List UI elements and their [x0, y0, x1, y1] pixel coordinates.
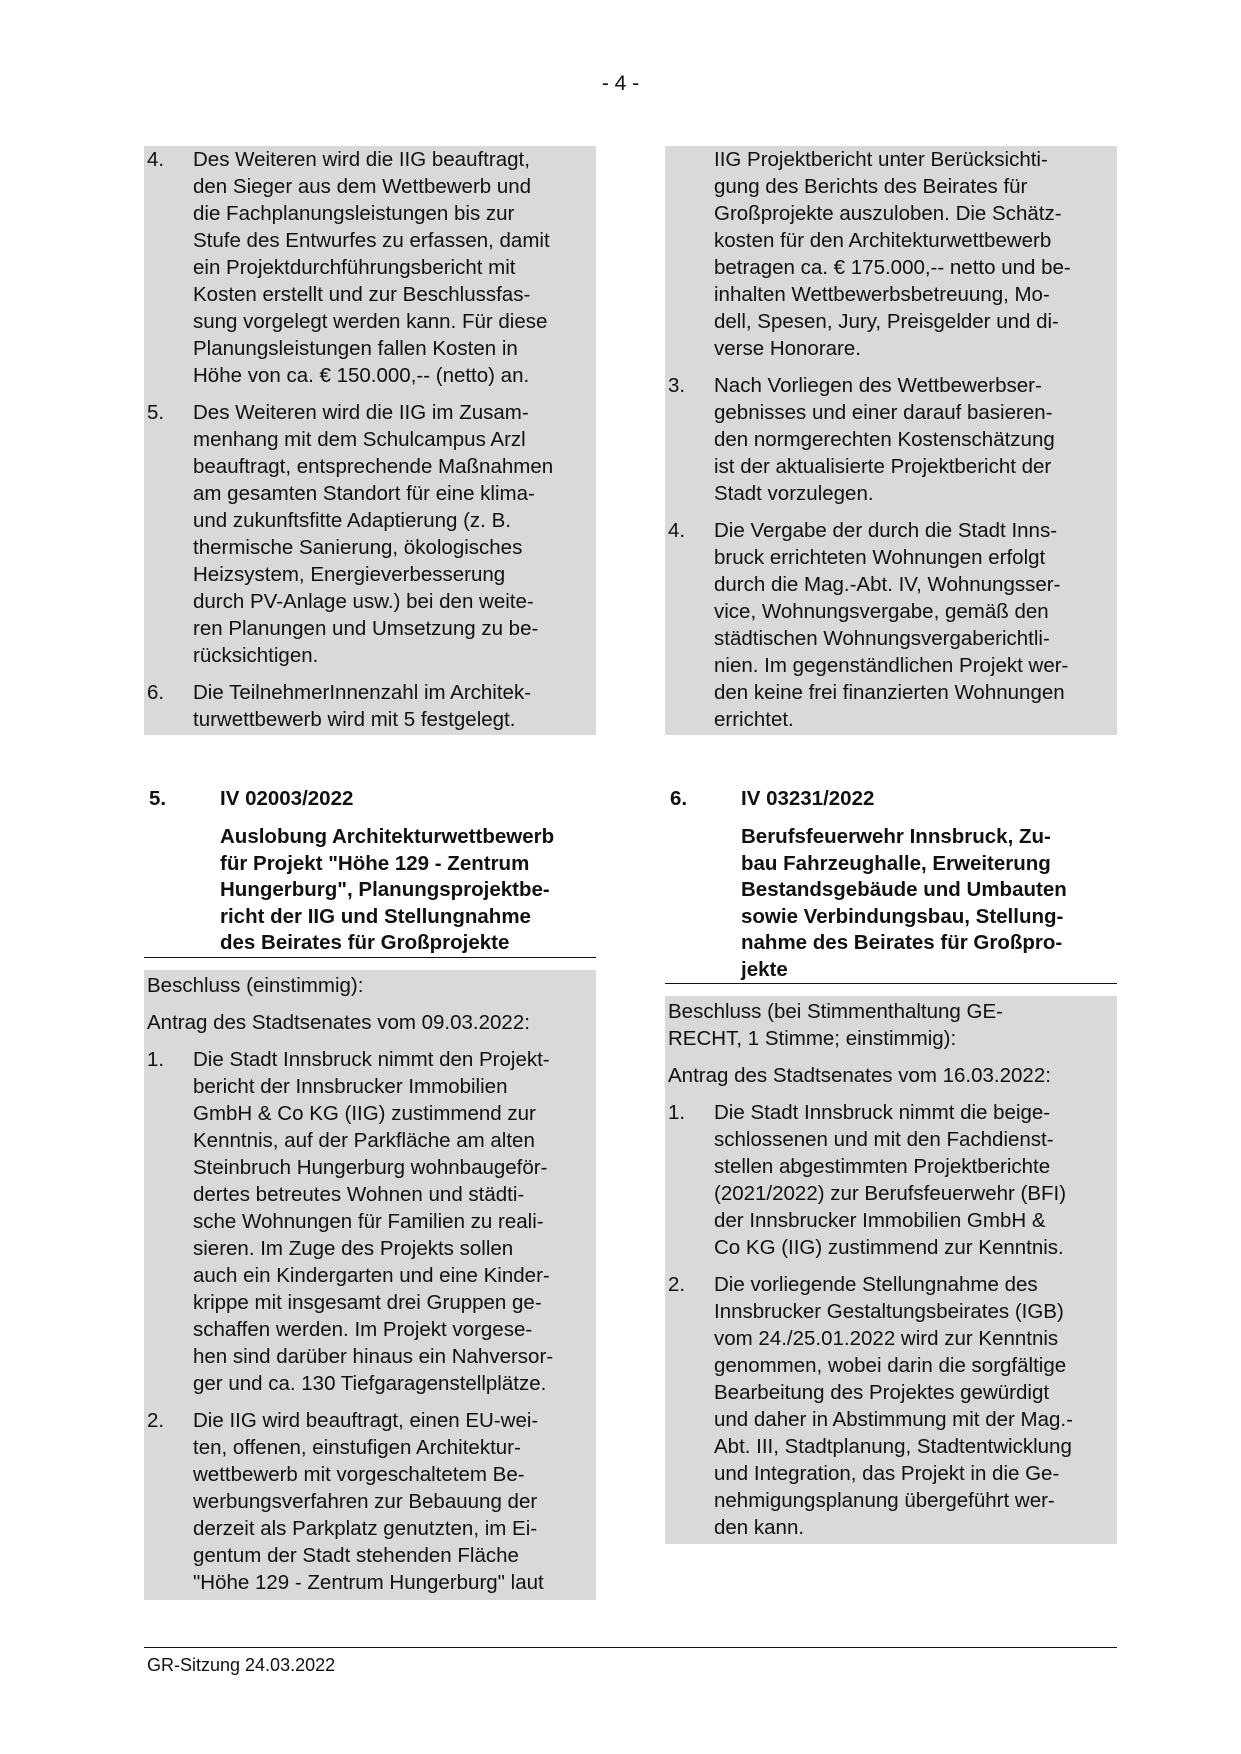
agenda-reference: IV 03231/2022 [741, 787, 875, 810]
text-line: ten, offenen, einstufigen Architektur- [193, 1436, 521, 1459]
text-line: Abt. III, Stadtplanung, Stadtentwicklung [714, 1435, 1072, 1458]
footer-text: GR-Sitzung 24.03.2022 [147, 1655, 336, 1675]
text-line: Die Vergabe der durch die Stadt Inns- [714, 519, 1058, 542]
text-line: jekte [741, 957, 788, 981]
text-line: Die vorliegende Stellungnahme des [714, 1273, 1038, 1296]
text-line: Berufsfeuerwehr Innsbruck, Zu- [741, 825, 1051, 848]
text-line: des Beirates für Großprojekte [220, 931, 510, 954]
item-number: 1. [147, 1048, 165, 1071]
text-line: Planungsleistungen fallen Kosten in [193, 337, 518, 360]
text-line: derzeit als Parkplatz genutzten, im Ei- [193, 1517, 538, 1540]
agenda-title-6 [741, 824, 1117, 983]
text-line: dertes betreutes Wohnen und städti- [193, 1183, 525, 1206]
text-line: Nach Vorliegen des Wettbewerbser- [714, 374, 1042, 397]
text-line: Höhe von ca. € 150.000,-- (netto) an. [193, 364, 530, 387]
text-line: gentum der Stadt stehenden Fläche [193, 1544, 519, 1567]
text-line: errichtet. [714, 708, 794, 731]
text-line: Die Stadt Innsbruck nimmt die beige- [714, 1101, 1051, 1124]
decision-text [144, 972, 596, 999]
decision-text [665, 998, 1117, 1052]
item-number: 6. [147, 681, 165, 704]
text-line: beauftragt, entsprechende Maßnahmen [193, 455, 554, 478]
text-line: schlossenen und mit den Fachdienst- [714, 1128, 1054, 1151]
motion-items [665, 1099, 1117, 1541]
item-number: 1. [668, 1101, 686, 1124]
list-item [144, 679, 596, 733]
text-line: gung des Berichts des Beirates für [714, 175, 1028, 198]
text-line: thermische Sanierung, ökologisches [193, 536, 523, 559]
text-line: ger und ca. 130 Tiefgaragenstellplätze. [193, 1372, 547, 1395]
text-line: IIG Projektbericht unter Berücksichti- [714, 148, 1048, 171]
item-number: 2. [668, 1273, 686, 1296]
text-line: den normgerechten Kostenschätzung [714, 428, 1055, 451]
text-line: stellen abgestimmten Projektberichte [714, 1155, 1051, 1178]
text-line: Co KG (IIG) zustimmend zur Kenntnis. [714, 1236, 1064, 1259]
text-line: den Sieger aus dem Wettbewerb und [193, 175, 532, 198]
item-text [193, 399, 596, 669]
title-rule [144, 957, 596, 958]
item-number: 4. [147, 148, 165, 171]
text-line: Kenntnis, auf der Parkfläche am alten [193, 1129, 535, 1152]
motion-text: Antrag des Stadtsenates vom 09.03.2022: [147, 1011, 530, 1034]
motion-items [144, 1046, 596, 1596]
agenda-number: 5. [149, 787, 167, 810]
text-line: auch ein Kindergarten und eine Kinder- [193, 1264, 550, 1287]
text-line: menhang mit dem Schulcampus Arzl [193, 428, 526, 451]
text-line: und Integration, das Projekt in die Ge- [714, 1462, 1060, 1485]
text-line: Die IIG wird beauftragt, einen EU-wei- [193, 1409, 539, 1432]
list-item [665, 146, 1117, 362]
text-line: werbungsverfahren zur Bebauung der [193, 1490, 538, 1513]
list-item [144, 399, 596, 669]
text-line: den keine frei finanzierten Wohnungen [714, 681, 1065, 704]
item-text [714, 1271, 1117, 1541]
item-number: 2. [147, 1409, 165, 1432]
text-line: bau Fahrzeughalle, Erweiterung [741, 851, 1051, 875]
text-line: krippe mit insgesamt drei Gruppen ge- [193, 1291, 542, 1314]
text-line: "Höhe 129 - Zentrum Hungerburg" laut [193, 1571, 544, 1594]
list-item [665, 372, 1117, 507]
text-line: Die TeilnehmerInnenzahl im Architek- [193, 681, 532, 704]
text-line: dell, Spesen, Jury, Preisgelder und di- [714, 310, 1059, 333]
text-line: durch die Mag.-Abt. IV, Wohnungsser- [714, 573, 1061, 596]
agenda-reference: IV 02003/2022 [220, 787, 354, 810]
item-text [714, 1099, 1117, 1261]
text-line: verse Honorare. [714, 337, 861, 360]
text-line: Des Weiteren wird die IIG im Zusam- [193, 401, 529, 424]
text-line: kosten für den Architekturwettbewerb [714, 229, 1052, 252]
text-line: GmbH & Co KG (IIG) zustimmend zur [193, 1102, 536, 1125]
text-line: Heizsystem, Energieverbesserung [193, 563, 506, 586]
text-line: Des Weiteren wird die IIG beauftragt, [193, 148, 530, 171]
text-line: Auslobung Architekturwettbewerb [220, 825, 555, 848]
text-line: schaffen werden. Im Projekt vorgese- [193, 1318, 533, 1341]
title-rule [665, 983, 1117, 984]
item-text [193, 679, 596, 733]
text-line: der Innsbrucker Immobilien GmbH & [714, 1209, 1046, 1232]
list-item [665, 517, 1117, 733]
text-line: RECHT, 1 Stimme; einstimmig): [668, 1027, 957, 1050]
text-line: für Projekt "Höhe 129 - Zentrum [220, 851, 530, 875]
item-text [714, 517, 1117, 733]
text-line: nahme des Beirates für Großpro- [741, 931, 1063, 954]
text-line: betragen ca. € 175.000,-- netto und be- [714, 256, 1071, 279]
text-line: bruck errichteten Wohnungen erfolgt [714, 546, 1046, 569]
text-line: Großprojekte auszuloben. Die Schätz- [714, 202, 1062, 225]
text-line: bericht der Innsbrucker Immobilien [193, 1075, 508, 1098]
text-line: vom 24./25.01.2022 wird zur Kenntnis [714, 1327, 1059, 1350]
item-number: 4. [668, 519, 686, 542]
text-line: Innsbrucker Gestaltungsbeirates (IGB) [714, 1300, 1064, 1323]
text-line: ist der aktualisierte Projektbericht der [714, 455, 1052, 478]
text-line: Stadt vorzulegen. [714, 482, 874, 505]
text-line: hen sind darüber hinaus ein Nahversor- [193, 1345, 554, 1368]
text-line: Beschluss (einstimmig): [147, 974, 364, 997]
text-line: Bearbeitung des Projektes gewürdigt [714, 1381, 1050, 1404]
text-line: durch PV-Anlage usw.) bei den weite- [193, 590, 534, 613]
text-line: wettbewerb mit vorgeschaltetem Be- [193, 1463, 525, 1486]
text-line: sche Wohnungen für Familien zu reali- [193, 1210, 544, 1233]
text-line: sung vorgelegt werden kann. Für diese [193, 310, 548, 333]
list-item [144, 146, 596, 389]
footer-rule [144, 1647, 1117, 1648]
text-line: nien. Im gegenständlichen Projekt wer- [714, 654, 1069, 677]
item-text [714, 146, 1117, 362]
text-line: die Fachplanungsleistungen bis zur [193, 202, 515, 225]
text-line: genommen, wobei darin die sorgfältige [714, 1354, 1067, 1377]
text-line: Kosten erstellt und zur Beschlussfas- [193, 283, 531, 306]
item-text [193, 146, 596, 389]
text-line: rücksichtigen. [193, 644, 319, 667]
agenda-number: 6. [670, 787, 688, 810]
text-line: und daher in Abstimmung mit der Mag.- [714, 1408, 1073, 1431]
list-item [144, 1046, 596, 1397]
text-line: gebnisses und einer darauf basieren- [714, 401, 1053, 424]
text-line: sieren. Im Zuge des Projekts sollen [193, 1237, 514, 1260]
text-line: (2021/2022) zur Berufsfeuerwehr (BFI) [714, 1182, 1067, 1205]
text-line: turwettbewerb wird mit 5 festgelegt. [193, 708, 516, 731]
motion-text: Antrag des Stadtsenates vom 16.03.2022: [668, 1064, 1051, 1087]
text-line: inhalten Wettbewerbsbetreuung, Mo- [714, 283, 1050, 306]
item-text [714, 372, 1117, 507]
text-line: am gesamten Standort für eine klima- [193, 482, 535, 505]
text-line: vice, Wohnungsvergabe, gemäß den [714, 600, 1049, 623]
text-line: Beschluss (bei Stimmenthaltung GE- [668, 1000, 1003, 1023]
text-line: Bestandsgebäude und Umbauten [741, 878, 1067, 901]
text-line: Steinbruch Hungerburg wohnbaugeför- [193, 1156, 548, 1179]
text-line: den kann. [714, 1516, 805, 1539]
agenda-body-6 [665, 996, 1117, 1544]
list-item [665, 1099, 1117, 1261]
text-line: Hungerburg", Planungsprojektbe- [220, 878, 550, 901]
text-line: ein Projektdurchführungsbericht mit [193, 256, 516, 279]
text-line: Stufe des Entwurfes zu erfassen, damit [193, 229, 550, 252]
text-line: städtischen Wohnungsvergaberichtli- [714, 627, 1050, 650]
item-text [193, 1407, 596, 1596]
text-line: richt der IIG und Stellungnahme [220, 904, 531, 928]
list-item [665, 1271, 1117, 1541]
item-number: 5. [147, 401, 165, 424]
text-line: sowie Verbindungsbau, Stellung- [741, 904, 1064, 928]
agenda-body-5 [144, 970, 596, 1600]
agenda-title-5 [220, 824, 596, 957]
item-number: 3. [668, 374, 686, 397]
text-line: Die Stadt Innsbruck nimmt den Projekt- [193, 1048, 550, 1071]
right-top-items [665, 146, 1117, 735]
left-top-items [144, 146, 596, 735]
text-line: ren Planungen und Umsetzung zu be- [193, 617, 539, 640]
item-text [193, 1046, 596, 1397]
list-item [144, 1407, 596, 1596]
text-line: nehmigungsplanung übergeführt wer- [714, 1489, 1055, 1512]
page-number: - 4 - [601, 72, 640, 95]
text-line: und zukunftsfitte Adaptierung (z. B. [193, 509, 511, 532]
